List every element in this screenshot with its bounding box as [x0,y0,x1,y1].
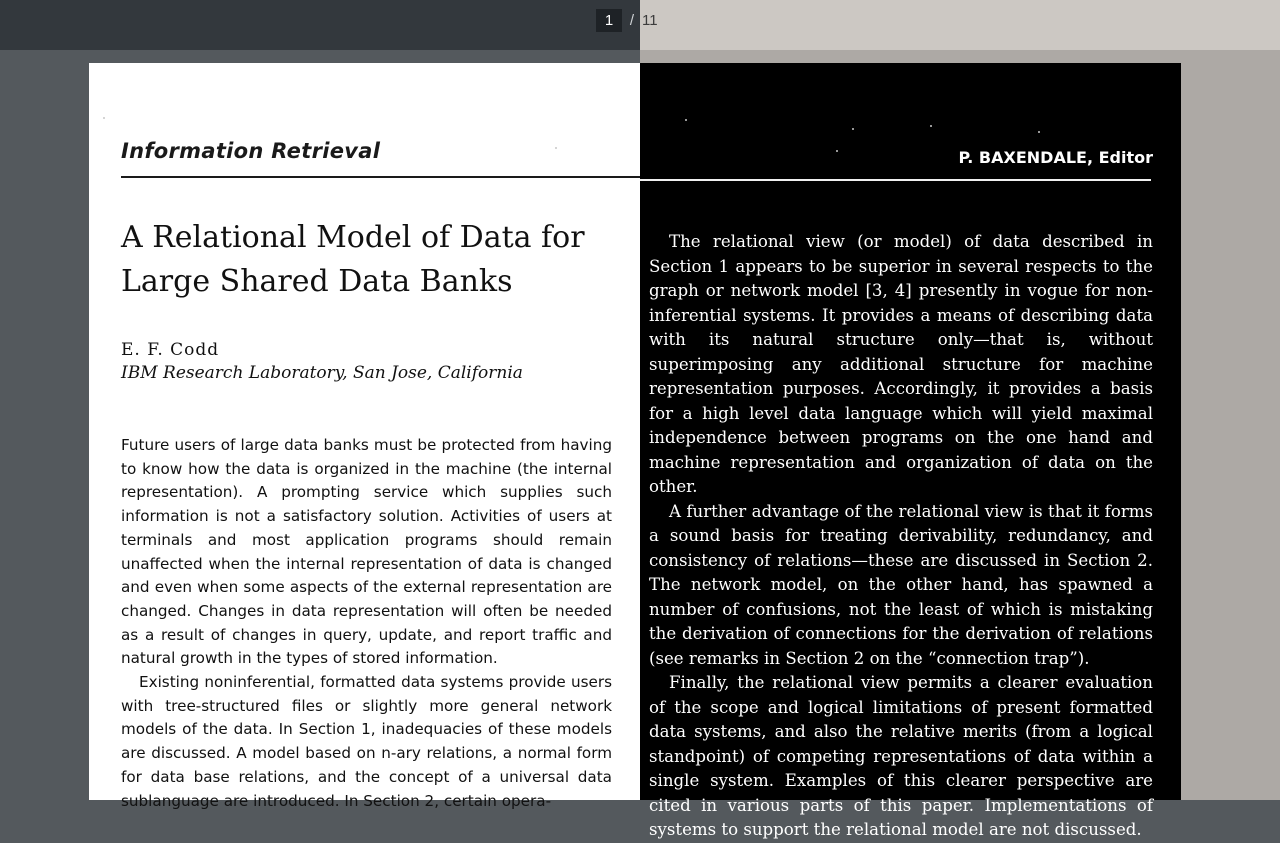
article-affiliation: IBM Research Laboratory, San Jose, California [121,363,523,383]
abstract-paragraph-2: Existing noninferential, formatted data systems provide users with tree-structured files or slightly more general network models of the data. In Section 1, inadequacies of these models are discussed. A model based on n-ary relations, a normal form for data base relations, and the concept of a universal data sublanguage are introduced. In Section 2, certain opera- [121,673,612,810]
body-paragraph-2: A further advantage of the relational view is that it forms a sound basis for treating derivability, redundancy, and consistency of relations—these are discussed in Section 2. The network model, on the other hand, has spawned a number of confusions, not the least of which is mistaking the derivation of connections for the derivation of relations (see remarks in Section 2 on the “connection trap”). [649,501,1153,668]
section-title: Information Retrieval [121,139,381,163]
abstract [121,434,612,813]
article-title: A Relational Model of Data for Large Shared Data Banks [121,220,585,299]
page-separator: / [629,12,635,29]
viewer-toolbar-left [0,0,640,50]
body-paragraph-1: The relational view (or model) of data described in Section 1 appears to be superior in several respects to the graph or network model [3, 4] presently in vogue for non-inferential systems. It provides a means of describing data with its natural structure only—that is, without superimposing any additional structure for machine representation purposes. Accordingly, it provides a basis for a high level data language which will yield maximal independence between programs on the one hand and machine representation and organization of data on the other. [649,232,1153,496]
viewer-toolbar-right [640,0,1280,50]
header-rule-right [640,179,1151,181]
pdf-page-left-half [89,63,640,810]
article-author: E. F. Codd [121,340,220,360]
total-pages: 11 [642,12,658,29]
pdf-page-right-half-inverted [640,63,1181,839]
header-rule [121,176,640,178]
abstract-paragraph-1: Future users of large data banks must be protected from having to know how the data is organized in the machine (the internal representation). A prompting service which supplies such information is not a satisfactory solution. Activities of users at terminals and most application programs should remain unaffected when the internal representation of data is changed and even when some aspects of the external representation are changed. Changes in data representation will often be needed as a result of changes in query, update, and report traffic and natural growth in the types of stored information. [121,436,612,668]
editor-credit: P. BAXENDALE, Editor [958,148,1153,167]
current-page-input[interactable]: 1 [596,9,622,32]
body-paragraph-3: Finally, the relational view permits a clearer evaluation of the scope and logical limitations of present formatted data systems, and also the relative merits (from a logical standpoint) of competing representations of data within a single system. Examples of this clearer perspective are cited in various parts of this paper. Implementations of systems to support the relational model are not discussed. [649,673,1153,839]
body-text [649,230,1153,843]
